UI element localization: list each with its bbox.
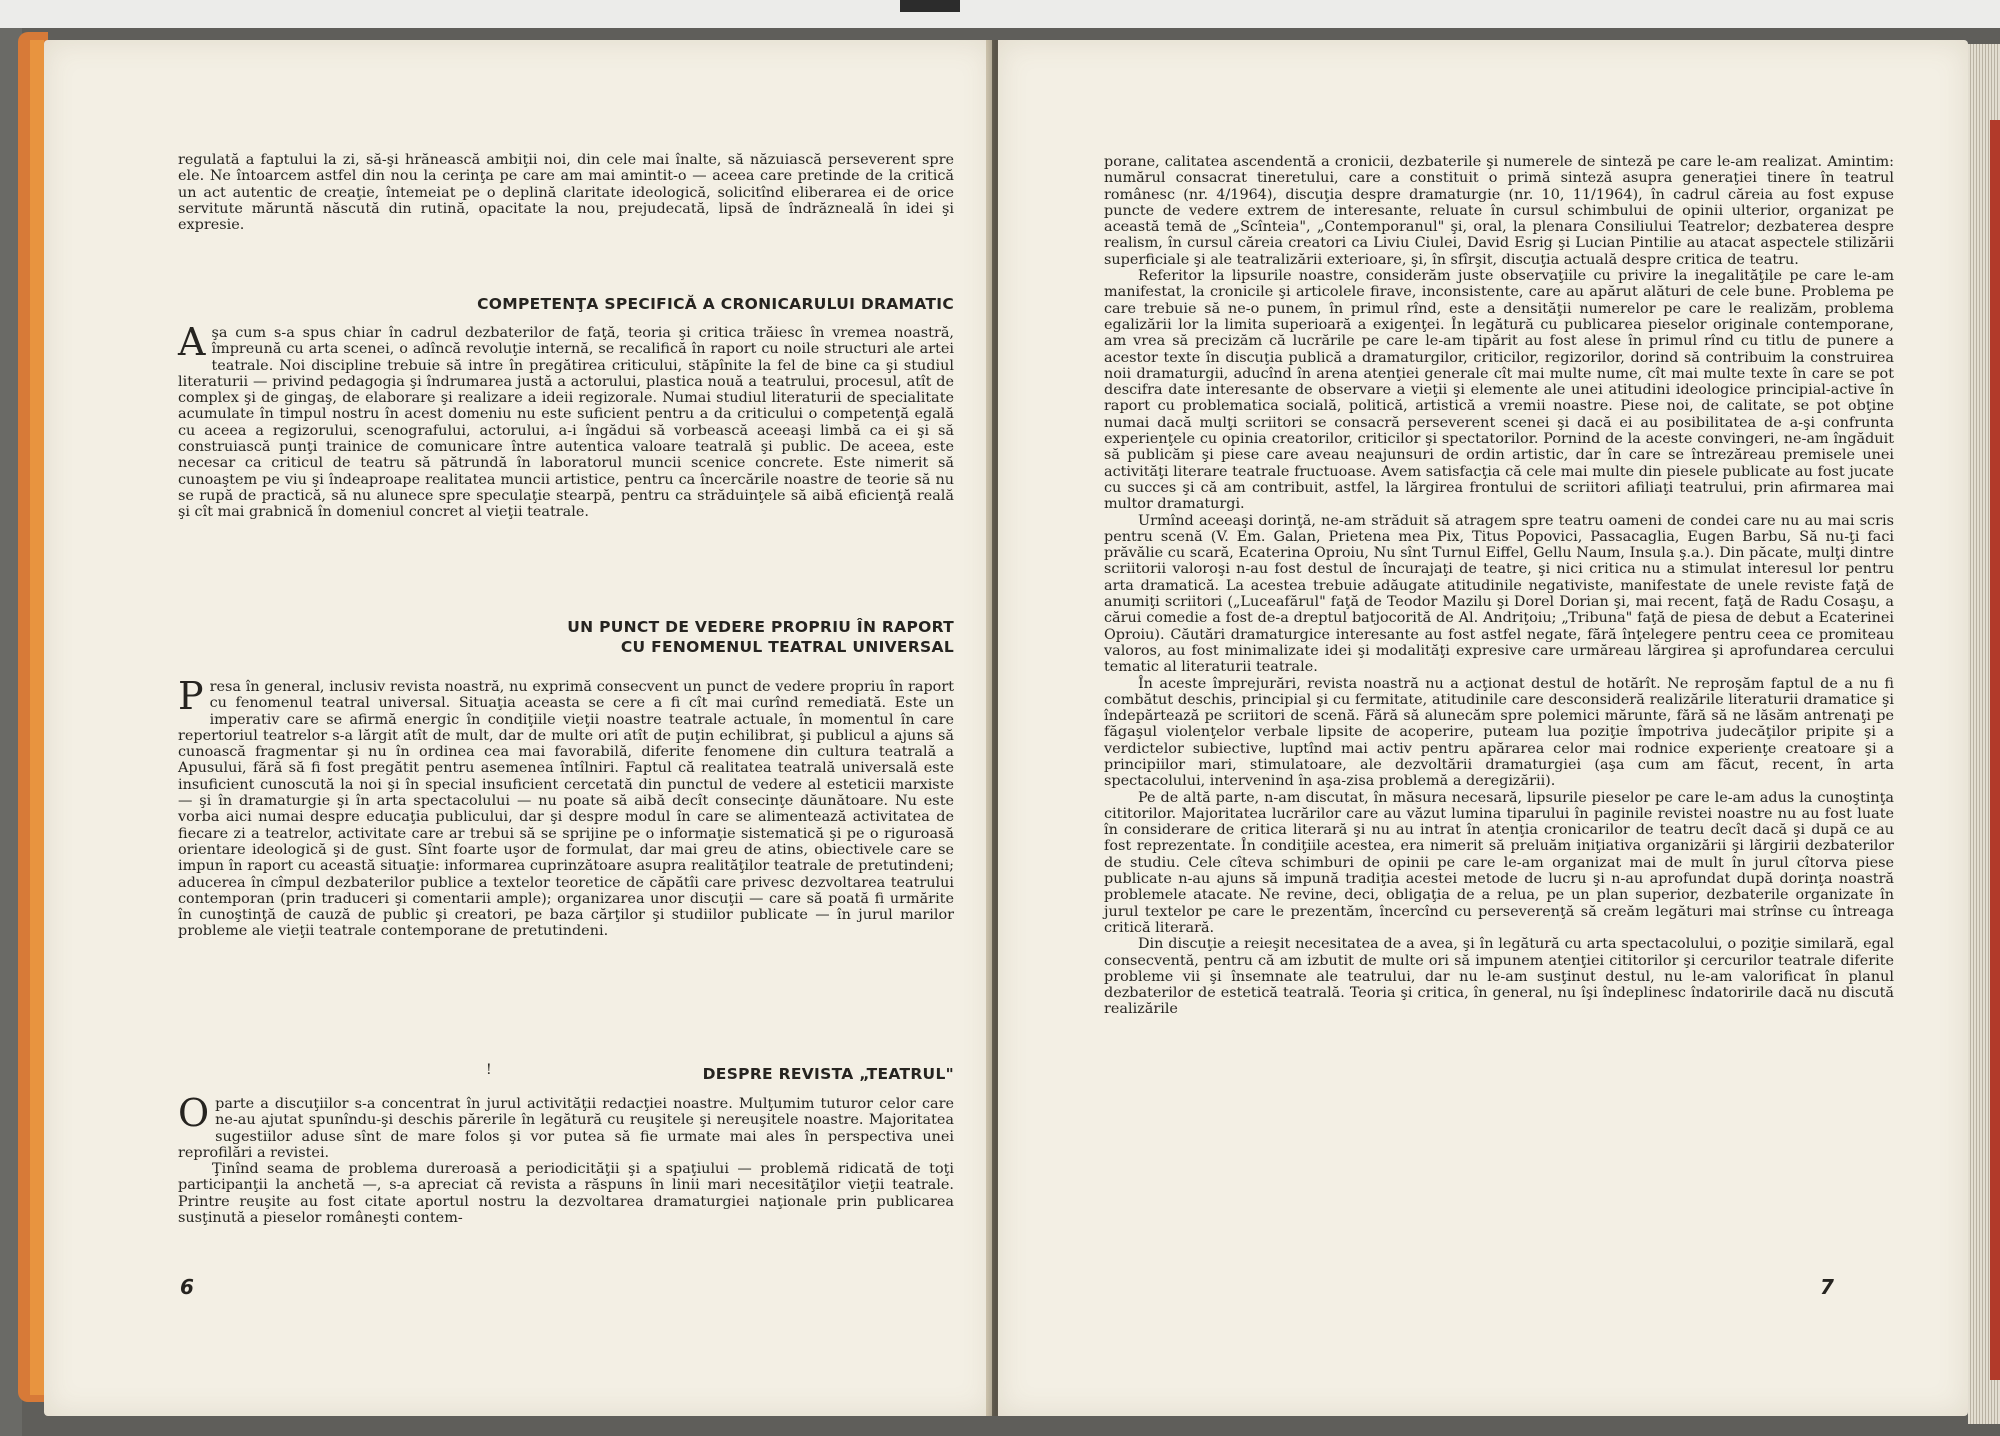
section3-para1: parte a discuţiilor s-a concentrat în jurul activităţii redacţiei noastre. Mulţumim tuturor celor care ne-au ajutat spunîndu-şi deschis părerile în legătură cu reuşitele şi nereuşitele noastre. Majoritatea sugestiilor aduse sînt de mare folos şi vor putea să fie urmate mai ales în perspectiva unei reprofilări a revistei. (178, 1096, 954, 1161)
right-paragraph-3: Urmînd aceeaşi dorinţă, ne-am străduit să atragem spre teatru oameni de condei care nu au mai scris pentru scenă (V. Em. Galan, Prietena mea Pix, Titus Popovici, Passacaglia, Eugen Barbu, Să nu-ţi faci prăvălie cu scară, Ecaterina Oproiu, Nu sînt Turnul Eiffel, Gellu Naum, Insula ş.a.). Din păcate, mulţi dintre scriitorii valoroşi n-au fost destul de încurajaţi de teatre, şi nici critica nu a stimulat interesul lor pentru arta dramatică. La acestea trebuie adăugate atitudinile negativiste, manifestate de unele reviste faţă de anumiţi scriitori („Luceafărul" faţă de Teodor Mazilu şi Dorel Dorian şi, mai recent, faţă de Radu Cosaşu, a cărui comedie a fost de-a dreptul batjocorită de Al. Andriţoiu; „Tribuna" faţă de piesa de debut a Ecaterinei Oproiu). Căutări dramaturgice interesante au fost astfel negate, fără înţelegere pentru ceea ce promiteau valoros, au fost minimalizate idei şi modalităţi expresive care urmăreau lărgirea şi aprofundarea cercului tematic al literaturii teatrale. (1104, 512, 1894, 676)
left-page (44, 40, 992, 1416)
right-paragraph-5: Pe de altă parte, n-am discutat, în măsura necesară, lipsurile pieselor pe care le-am adus la cunoştinţa cititorilor. Majoritatea lucrărilor care au văzut lumina tiparului în paginile revistei noastre nu au fost luate în considerare de critica literară şi nu au intrat în atenţia cronicarilor de teatru decît dacă şi după ce au fost reprezentate. În condiţiile acestea, era nimerit să preluăm iniţiativa organizării şi lărgirii dezbaterilor de studiu. Cele cîteva schimburi de opinii pe care le-am organizat mai de mult în jurul cîtorva piese publicate n-au ajuns să impună tradiţia acestei metode de lucru şi n-au aprofundat după dorinţa noastră problemele atacate. Ne revine, deci, obligaţia de a relua, pe un plan superior, dezbaterile organizate în jurul textelor pe care le prezentăm, încercînd cu perseverenţă să creăm legături mai strînse cu întreaga critică literară. (1104, 789, 1894, 936)
section3-body (178, 1091, 954, 1227)
section3-para2: Ţinînd seama de problema dureroasă a periodicităţii şi a spaţiului — problemă ridicată de toţi participanţii la anchetă —, s-a apreciat că revista a răspuns în linii mari necesităţilor vieţii teatrale. Printre reuşite au fost citate aportul nostru la dezvoltarea dramaturgiei naţionale prin publicarea susţinută a pieselor româneşti contem- (178, 1161, 954, 1227)
cover-notch (900, 0, 960, 12)
section2-heading-line2: CU FENOMENUL TEATRAL UNIVERSAL (620, 638, 954, 656)
right-paragraph-1: porane, calitatea ascendentă a cronicii, dezbaterile şi numerele de sinteză pe care le-am realizat. Amintim: numărul consacrat tineretului, care a constituit o primă sinteză asupra generaţiei tinere în teatrul românesc (nr. 4/1964), discuţia despre dramaturgie (nr. 10, 11/1964), în cadrul căreia au fost expuse puncte de vedere extrem de interesante, reluate în cursul schimbului de opinii ulterior, organizat pe această temă de „Scînteia", „Contemporanul" şi, oral, la plenara Consiliului Teatrelor; dezbaterea despre realism, în cursul căreia creatori ca Liviu Ciulei, David Esrig şi Lucian Pintilie au atacat aspectele stilizării superficiale şi ale teatralizării exterioare, şi, în sfîrşit, discuţia actuală despre critica de teatru. (1104, 154, 1894, 268)
page-number-right: 7 (1820, 1275, 1834, 1299)
page-number-left: 6 (180, 1275, 194, 1299)
drop-cap-a: A (178, 320, 206, 364)
section3-heading: DESPRE REVISTA „TEATRUL" (702, 1065, 954, 1083)
intro-paragraph (178, 152, 954, 233)
section2-body (178, 674, 954, 940)
orange-page-edge-inner (30, 40, 44, 1395)
red-book-edge (1990, 120, 2000, 1380)
section2-text: resa în general, inclusiv revista noastră, nu exprimă consecvent un punct de vedere propriu în raport cu fenomenul teatral universal. Situaţia aceasta se cere a fi cît mai curînd remediată. Este un imperativ care se afirmă energic în condiţiile vieţii noastre teatrale actuale, în momentul în care repertoriul teatrelor s-a lărgit atît de mult, dar de multe ori atît de puţin echilibrat, şi publicul a ajuns să cunoască fragmentar şi nu în ordinea cea mai favorabilă, diferite fenomene din cultura teatrală a Apusului, fără să fi fost pregătit pentru asemenea întîlniri. Faptul că realitatea teatrală universală este insuficient cunoscută la noi şi în special insuficient cercetată din punctul de vedere al esteticii marxiste — şi în dramaturgie şi în arta spectacolului — nu poate să aibă decît consecinţe dăunătoare. Nu este vorba aici numai despre educaţia publicului, dar şi despre modul în care se alimentează activitatea de fiecare zi a teatrelor, activitate care ar trebui să se sprijine pe o informaţie sistematică şi pe o riguroasă orientare ideologică şi de gust. Sînt foarte uşor de formulat, dar mai greu de atins, obiectivele care se impun în raport cu această situaţie: informarea cuprinzătoare asupra realităţilor teatrale de pretutindeni; aducerea în cîmpul dezbaterilor publice a textelor teoretice de căpătîi care privesc dezvoltarea teatrului contemporan (prin traduceri şi comentarii ample); organizarea unor discuţii — care să poată fi urmărite în cunoştinţă de cauză de public şi creatori, pe baza cărţilor şi studiilor publicate — în jurul marilor probleme ale vieţii teatrale contemporane de pretutindeni. (178, 679, 954, 940)
intro-text: regulată a faptului la zi, să-şi hrănească ambiţii noi, din cele mai înalte, să năzuiască perseverent spre ele. Ne întoarcem astfel din nou la cerinţa pe care am mai amintit-o — aceea care pretinde de la critică un act autentic de creaţie, întemeiat pe o deplină claritate ideologică, solicitînd eliberarea ei de orice servitute măruntă născută din rutină, opacitate la nou, prejudecată, lipsă de îndrăzneală în idei şi expresie. (178, 152, 954, 234)
section2-heading-line1: UN PUNCT DE VEDERE PROPRIU ÎN RAPORT (567, 618, 954, 636)
right-page (998, 40, 1968, 1416)
margin-marker: ! (486, 1062, 492, 1078)
section1-text: şa cum s-a spus chiar în cadrul dezbaterilor de faţă, teoria şi critica trăiesc în vremea noastră, împreună cu arta scenei, o adîncă revoluţie internă, se recalifică în raport cu noile structuri ale artei teatrale. Noi discipline trebuie să intre în pregătirea criticului, stăpînite la fel de bine ca şi studiul literaturii — privind pedagogia şi îndrumarea justă a actorului, plastica nouă a teatrului, procesul, atît de complex şi de gingaş, de elaborare şi realizare a ideii regizorale. Numai studiul literaturii de specialitate acumulate în timpul nostru în acest domeniu nu este suficient pentru a da criticului o competenţă egală cu aceea a regizorului, scenografului, actorului, a-i îngădui să vorbească aceeaşi limbă ca ei şi să construiască punţi trainice de comunicare între autentica valoare teatrală şi public. De aceea, este necesar ca criticul de teatru să pătrundă în laboratorul muncii scenice concrete. Este nimerit să cunoaştem pe viu şi îndeaproape realitatea muncii artistice, pentru ca încercările noastre de teorie să nu se rupă de practică, să nu alunece spre speculaţie stearpă, pentru ca străduinţele să aibă eficienţă reală şi cît mai grabnică în domeniul concret al vieţii teatrale. (178, 325, 954, 521)
right-paragraph-2: Referitor la lipsurile noastre, considerăm juste observaţiile cu privire la inegalităţile pe care le-am manifestat, la cronicile şi articolele firave, inconsistente, care au apărut alături de cele bune. Problema pe care trebuie să ne-o punem, în primul rînd, este a densităţii numerelor pe care le realizăm, problema egalizării lor la limita superioară a exigenţei. În legătură cu publicarea pieselor originale contemporane, am vrea să precizăm că lucrările pe care le-am tipărit au fost alese în primul rînd cu titlu de punere a acestor texte în discuţia publică a dramaturgilor, criticilor, regizorilor, dorind să contribuim la construirea noii dramaturgii, aducînd în arena atenţiei generale cît mai multe nume, cît mai multe texte în care se pot descifra date interesante de observare a vieţii şi elemente ale unei atitudini ideologice principial-active în raport cu problematica socială, politică, artistică a vremii noastre. Piese noi, de calitate, se pot obţine numai dacă mulţi scriitori se consacră perseverent scenei şi dacă ei au posibilitatea de a-şi confrunta experienţele cu opinia creatorilor, criticilor şi spectatorilor. Pornind de la aceste convingeri, ne-am îngăduit să publicăm şi piese care aveau neajunsuri de ordin artistic, dar în care se întrezăreau premisele unei activităţi literare teatrale fructuoase. Avem satisfacţia că cele mai multe din piesele publicate au fost jucate cu succes şi că am contribuit, astfel, la lărgirea frontului de scriitori afiliaţi teatrului, prin afirmarea mai multor dramaturgi. (1104, 268, 1894, 513)
right-column (1104, 154, 1894, 1018)
right-paragraph-4: În aceste împrejurări, revista noastră nu a acţionat destul de hotărît. Ne reproşăm faptul de a nu fi combătut deschis, principial şi cu fermitate, atitudinile care desconsideră realizările literaturii dramatice şi îndepărtează pe scriitori de scenă. Fără să alunecăm spre polemici mărunte, fără să ne lăsăm antrenaţi pe făgaşul violenţelor verbale lipsite de acoperire, puteam lua poziţie împotriva judecăţilor pripite şi a verdictelor subiective, luptînd mai activ pentru apărarea celor mai rodnice experienţe creatoare şi a principiilor mari, stimulatoare, ale dezvoltării dramaturgiei (aşa cum am făcut, recent, în arta spectacolului, intervenind în aşa-zisa problemă a deregizării). (1104, 675, 1894, 790)
section1-body (178, 320, 954, 521)
section2-heading (178, 617, 954, 657)
section1-heading: COMPETENŢA SPECIFICĂ A CRONICARULUI DRAMATIC (477, 295, 954, 313)
drop-cap-o: O (178, 1091, 210, 1135)
right-paragraph-6: Din discuţie a reieşit necesitatea de a avea, şi în legătură cu arta spectacolului, o poziţie similară, egal consecventă, pentru că am izbutit de multe ori să impunem atenţiei cititorilor şi cercurilor teatrale diferite probleme vii şi însemnate ale teatrului, dar nu le-am susţinut destul, nu le-am valorificat în planul dezbaterilor de estetică teatrală. Teoria şi critica, în general, nu îşi îndeplinesc îndatoririle dacă nu discută realizările (1104, 936, 1894, 1018)
drop-cap-p: P (178, 674, 204, 718)
book-cover-top (0, 0, 2000, 28)
